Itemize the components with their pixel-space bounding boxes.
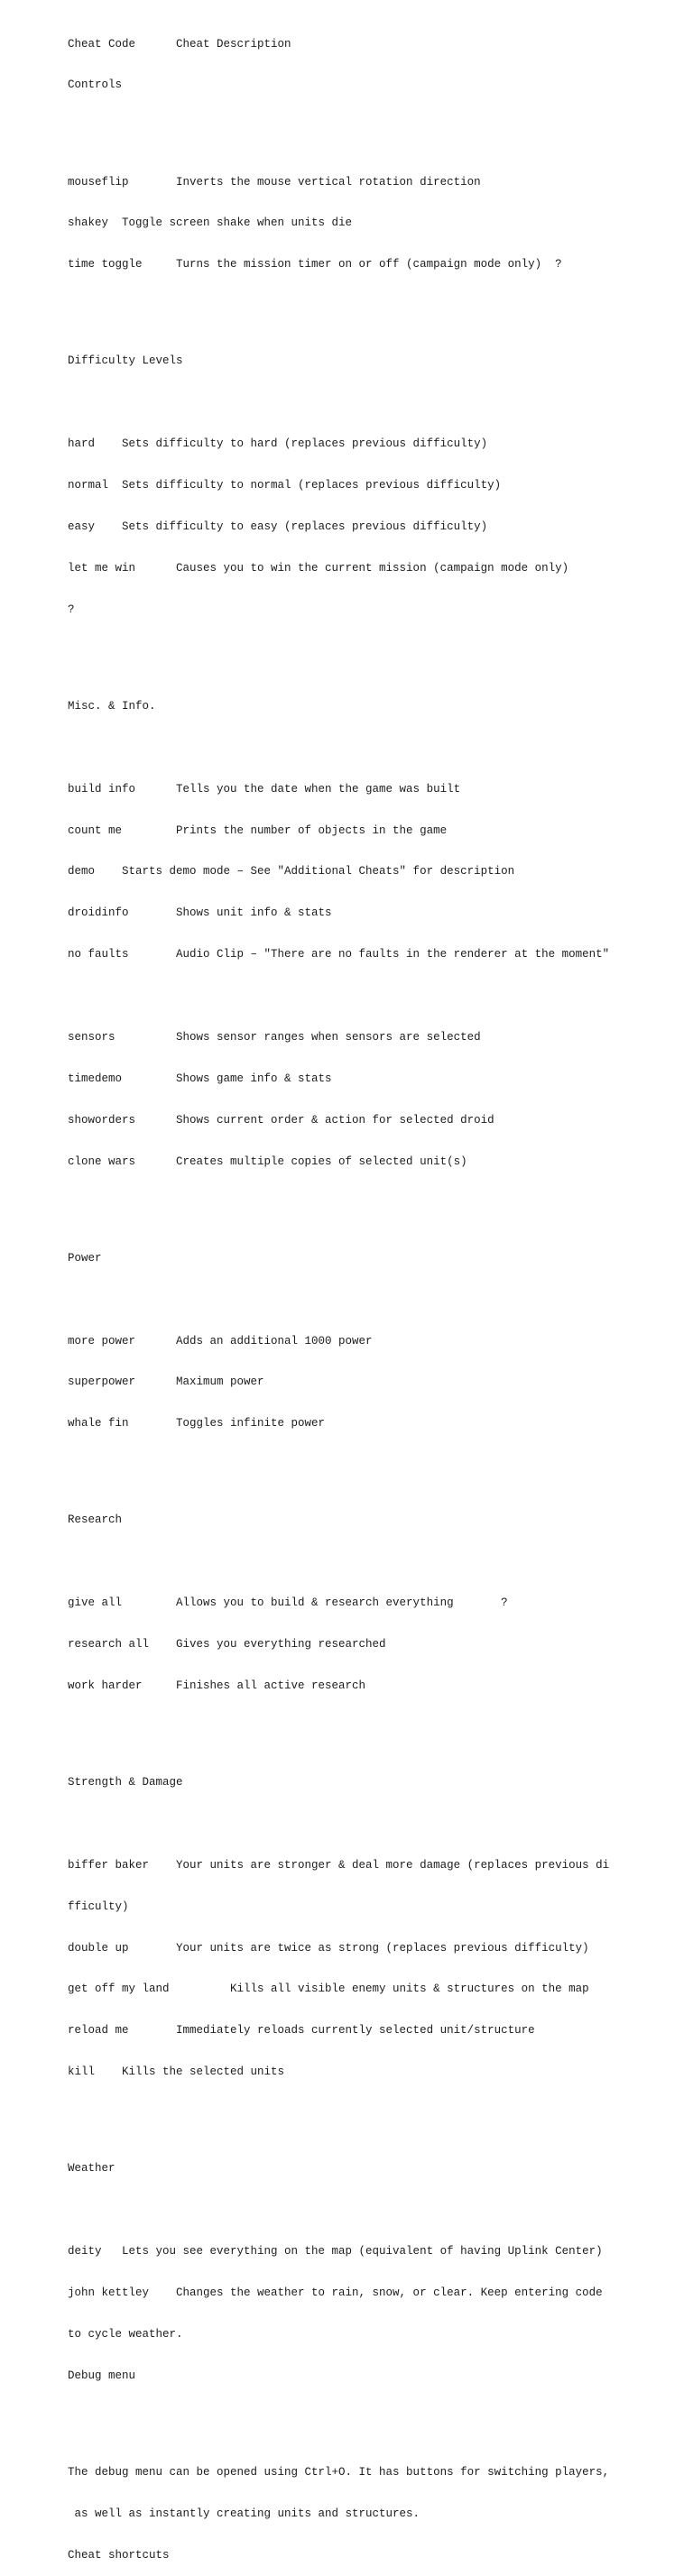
cheat-line: shakey Toggle screen shake when units die (68, 216, 353, 230)
cheat-line: easy Sets difficulty to easy (replaces previous difficulty) (68, 520, 488, 533)
blank-line (68, 1817, 681, 1831)
blank-line (68, 1293, 681, 1307)
blank-line (68, 645, 681, 658)
blank-line (68, 2411, 681, 2424)
cheat-line: research all Gives you everything researched (68, 1638, 386, 1651)
cheat-line: fficulty) (68, 1900, 129, 1913)
cheat-line: more power Adds an additional 1000 power (68, 1334, 373, 1348)
section-heading-power: Power (68, 1251, 102, 1265)
cheat-line: superpower Maximum power (68, 1375, 264, 1389)
cheat-line: count me Prints the number of objects in the game (68, 823, 448, 837)
cheat-line: biffer baker Your units are stronger & deal more damage (replaces previous di (68, 1858, 610, 1872)
section-heading-research: Research (68, 1513, 123, 1527)
blank-line (68, 741, 681, 755)
header-line: Cheat Code Cheat Description (68, 37, 291, 51)
cheat-line: mouseflip Inverts the mouse vertical rotation direction (68, 175, 481, 189)
cheat-line: to cycle weather. (68, 2327, 183, 2341)
blank-line (68, 989, 681, 1003)
cheat-line: give all Allows you to build & research everything ? (68, 1596, 508, 1610)
paragraph-line: as well as instantly creating units and structures. (68, 2507, 420, 2520)
section-heading-difficulty: Difficulty Levels (68, 354, 183, 368)
blank-line (68, 299, 681, 313)
cheat-line: reload me Immediately reloads currently selected unit/structure (68, 2024, 535, 2038)
blank-line (68, 2107, 681, 2121)
cheat-line: timedemo Shows game info & stats (68, 1072, 332, 1085)
cheat-line: build info Tells you the date when the game was built (68, 782, 461, 796)
cheat-line: ? (68, 603, 75, 616)
cheat-line: sensors Shows sensor ranges when sensors are selected (68, 1030, 481, 1044)
cheat-line: whale fin Toggles infinite power (68, 1417, 326, 1431)
blank-line (68, 396, 681, 409)
blank-line (68, 1458, 681, 1472)
section-heading-misc: Misc. & Info. (68, 699, 156, 713)
section-heading-controls: Controls (68, 78, 123, 92)
cheat-line: work harder Finishes all active research (68, 1679, 366, 1692)
cheat-line: showorders Shows current order & action for selected droid (68, 1113, 494, 1127)
cheat-line: get off my land Kills all visible enemy units & structures on the map (68, 1983, 589, 1996)
cheat-line: droidinfo Shows unit info & stats (68, 906, 332, 920)
cheat-line: let me win Causes you to win the current mission (campaign mode only) (68, 561, 569, 575)
document-body (68, 10, 681, 2576)
section-heading-debug: Debug menu (68, 2369, 136, 2382)
blank-line (68, 1555, 681, 1569)
section-heading-strength: Strength & Damage (68, 1776, 183, 1789)
blank-line (68, 1197, 681, 1210)
section-heading-weather: Weather (68, 2162, 116, 2176)
cheat-line: kill Kills the selected units (68, 2065, 285, 2079)
cheat-line: john kettley Changes the weather to rain, snow, or clear. Keep entering code (68, 2286, 603, 2299)
blank-line (68, 1721, 681, 1734)
paragraph-line: The debug menu can be opened using Ctrl+O. It has buttons for switching players, (68, 2465, 610, 2479)
cheat-line: deity Lets you see everything on the map (equivalent of having Uplink Center) (68, 2245, 603, 2259)
cheat-line: normal Sets difficulty to normal (replaces previous difficulty) (68, 479, 502, 492)
section-heading-shortcuts: Cheat shortcuts (68, 2548, 170, 2562)
cheat-line: time toggle Turns the mission timer on or off (campaign mode only) ? (68, 258, 562, 271)
blank-line (68, 120, 681, 133)
cheat-line: clone wars Creates multiple copies of selected unit(s) (68, 1155, 467, 1168)
cheat-line: hard Sets difficulty to hard (replaces previous difficulty) (68, 437, 488, 451)
cheat-line: demo Starts demo mode – See "Additional Cheats" for description (68, 865, 515, 879)
cheat-line: double up Your units are twice as strong (replaces previous difficulty) (68, 1941, 589, 1955)
cheat-line: no faults Audio Clip – "There are no faults in the renderer at the moment" (68, 948, 610, 961)
blank-line (68, 2203, 681, 2217)
